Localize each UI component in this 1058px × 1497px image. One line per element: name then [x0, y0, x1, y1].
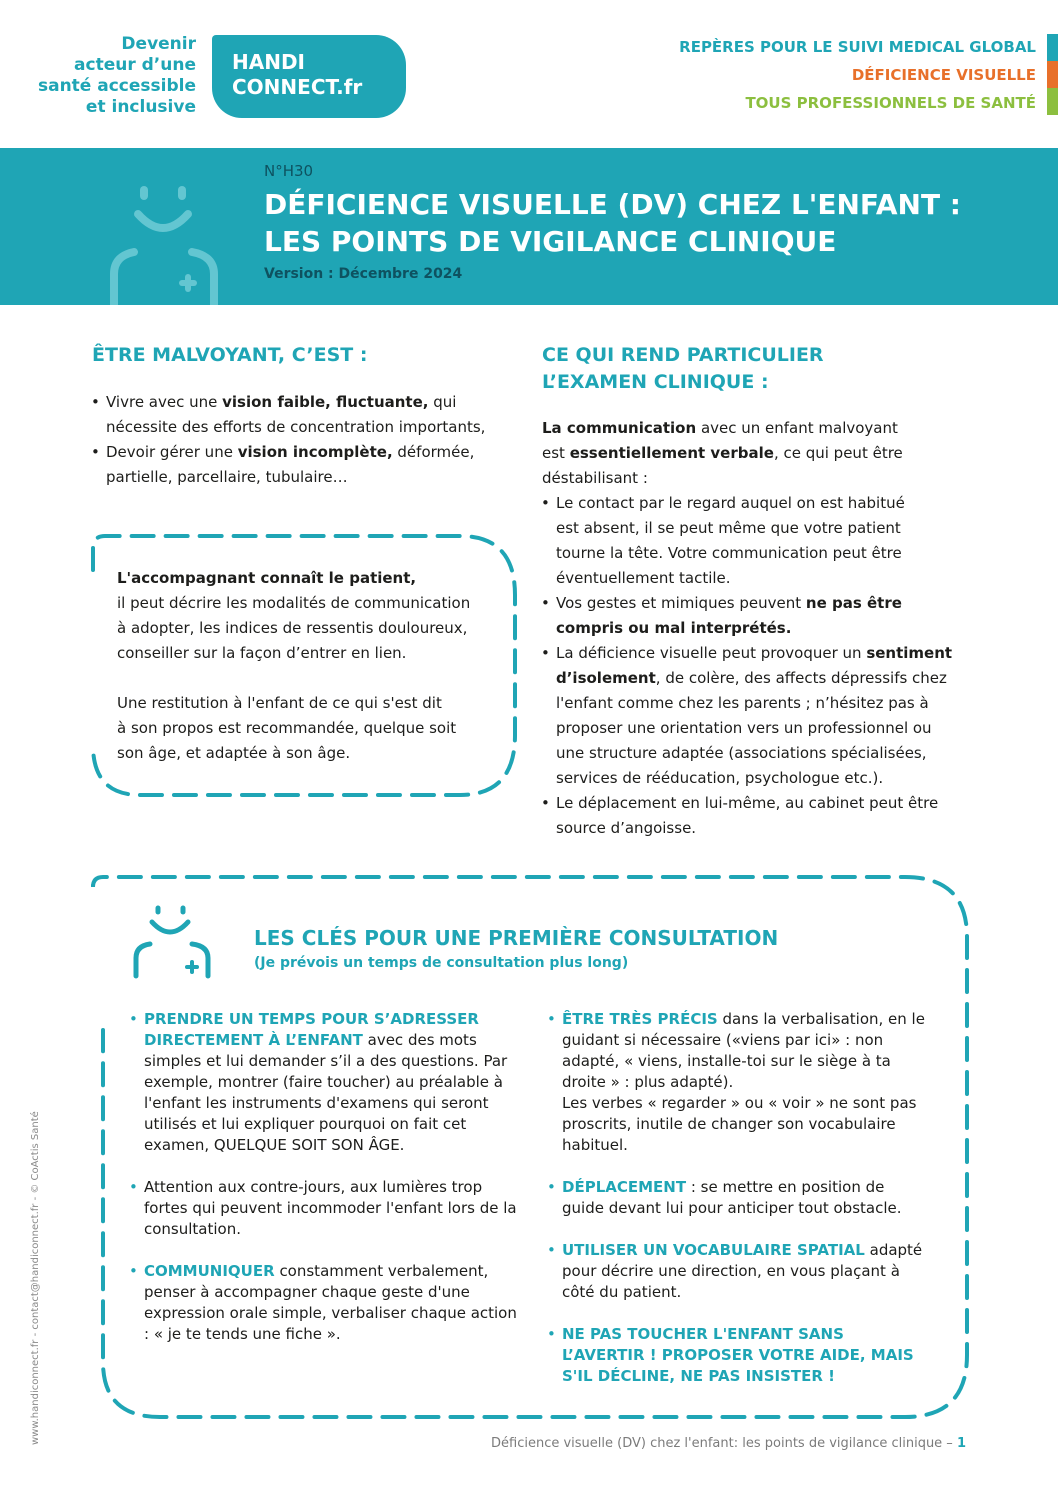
smiling-doctor-icon	[128, 904, 220, 980]
logo-line: CONNECT.fr	[232, 75, 363, 99]
smiling-doctor-icon	[100, 178, 240, 305]
callout-accompagnant	[117, 566, 497, 766]
callout-line: conseiller sur la façon d’entrer en lien.	[117, 644, 407, 662]
title-banner	[0, 148, 1058, 305]
section-heading-malvoyant: ÊTRE MALVOYANT, C’EST :	[92, 344, 368, 366]
category-color-bar	[1047, 88, 1058, 115]
list-item: • Devoir gérer une vision incomplète, déformée, partielle, parcellaire, tubulaire…	[90, 440, 510, 490]
list-item: • Le contact par le regard auquel on est habitué est absent, il se peut même que votre patient tourne la tête. Votre communication peut être éventuellement tactile.	[540, 491, 980, 591]
heading-line: CE QUI REND PARTICULIER	[542, 344, 824, 366]
key-item: • PRENDRE UN TEMPS POUR S’ADRESSER DIRECTEMENT À L’ENFANT avec des mots simples et lui demander s’il a des questions. Par exemple, montrer (faire toucher) au préalable à l'enfant les instruments d'examens qui seront utilisés et lui expliquer pourquoi on fait cet examen, QUELQUE SOIT SON ÂGE.	[128, 1009, 520, 1156]
key-item: • UTILISER UN VOCABULAIRE SPATIAL adapté pour décrire une direction, en vous plaçant à côté du patient.	[546, 1240, 931, 1303]
examen-list	[540, 491, 980, 841]
keys-list-right	[546, 1009, 931, 1408]
keys-title: LES CLÉS POUR UNE PREMIÈRE CONSULTATION	[254, 926, 779, 950]
tagline	[36, 34, 196, 118]
callout-bold-text: L'accompagnant connaît le patient,	[117, 569, 417, 587]
side-credits: www.handiconnect.fr - contact@handiconnect.fr - © CoActis Santé	[30, 1111, 41, 1445]
section-heading-examen	[542, 342, 824, 396]
heading-line: L’EXAMEN CLINIQUE :	[542, 371, 769, 393]
category-professionnels: TOUS PROFESSIONNELS DE SANTÉ	[745, 94, 1036, 112]
examen-intro: La communication avec un enfant malvoyant est essentiellement verbale, ce qui peut être déstabilisant :	[542, 419, 903, 487]
malvoyant-list	[90, 390, 510, 490]
page-number: 1	[956, 1436, 966, 1451]
key-item: • NE PAS TOUCHER L'ENFANT SANS L’AVERTIR ! PROPOSER VOTRE AIDE, MAIS S'IL DÉCLINE, NE PAS INSISTER !	[546, 1324, 931, 1387]
key-item: • ÊTRE TRÈS PRÉCIS dans la verbalisation, en le guidant si nécessaire («viens par ici» : non adapté, « viens, installe-toi sur le siège à ta droite » : plus adapté). Les verbes « regarder » ou « voir » ne sont pas proscrits, inutile de changer son vocabulaire habituel.	[546, 1009, 931, 1156]
document-version: Version : Décembre 2024	[264, 266, 463, 282]
list-item: • La déficience visuelle peut provoquer un sentiment d’isolement, de colère, des affects dépressifs chez l'enfant comme chez les parents ; n’hésitez pas à proposer une orientation vers un professionnel ou une structure adaptée (associations spécialisées, services de rééducation, psychologue etc.).	[540, 641, 980, 791]
tagline-line: santé accessible	[37, 76, 196, 96]
keys-subtitle: (Je prévois un temps de consultation plus long)	[254, 955, 629, 971]
list-item: • Vivre avec une vision faible, fluctuante, qui nécessite des efforts de concentration importants,	[90, 390, 510, 440]
callout-line: à adopter, les indices de ressentis douloureux,	[117, 619, 468, 637]
tagline-line: Devenir	[121, 34, 196, 54]
category-color-bar	[1047, 34, 1058, 61]
logo-text	[232, 50, 362, 100]
category-suivi-medical: REPÈRES POUR LE SUIVI MEDICAL GLOBAL	[679, 38, 1036, 56]
title-line: DÉFICIENCE VISUELLE (DV) CHEZ L'ENFANT :	[264, 188, 961, 221]
footer-text: Déficience visuelle (DV) chez l'enfant: les points de vigilance clinique –	[491, 1436, 957, 1451]
title-line: LES POINTS DE VIGILANCE CLINIQUE	[264, 225, 837, 258]
handiconnect-logo[interactable]	[212, 35, 406, 118]
callout-line: Une restitution à l'enfant de ce qui s'est dit	[117, 694, 442, 712]
key-item: • DÉPLACEMENT : se mettre en position de guide devant lui pour anticiper tout obstacle.	[546, 1177, 931, 1219]
callout-line: il peut décrire les modalités de communication	[117, 594, 471, 612]
tagline-line: acteur d’une	[74, 55, 196, 75]
document-number: N°H30	[264, 162, 314, 180]
document-title	[264, 186, 961, 260]
callout-line: à son propos est recommandée, quelque soit	[117, 719, 457, 737]
list-item: • Le déplacement en lui-même, au cabinet peut être source d’angoisse.	[540, 791, 980, 841]
key-item: • Attention aux contre-jours, aux lumières trop fortes qui peuvent incommoder l'enfant lors de la consultation.	[128, 1177, 520, 1240]
logo-line: HANDI	[232, 50, 305, 74]
callout-line: son âge, et adaptée à son âge.	[117, 744, 351, 762]
list-item: • Vos gestes et mimiques peuvent ne pas être compris ou mal interprétés.	[540, 591, 980, 641]
key-item: • COMMUNIQUER constamment verbalement, penser à accompagner chaque geste d'une expression orale simple, verbaliser chaque action : « je te tends une fiche ».	[128, 1261, 520, 1345]
category-color-bar	[1047, 61, 1058, 88]
tagline-line: et inclusive	[85, 97, 196, 117]
page-footer	[491, 1436, 966, 1451]
category-deficience: DÉFICIENCE VISUELLE	[851, 66, 1036, 84]
keys-list-left	[128, 1009, 520, 1366]
